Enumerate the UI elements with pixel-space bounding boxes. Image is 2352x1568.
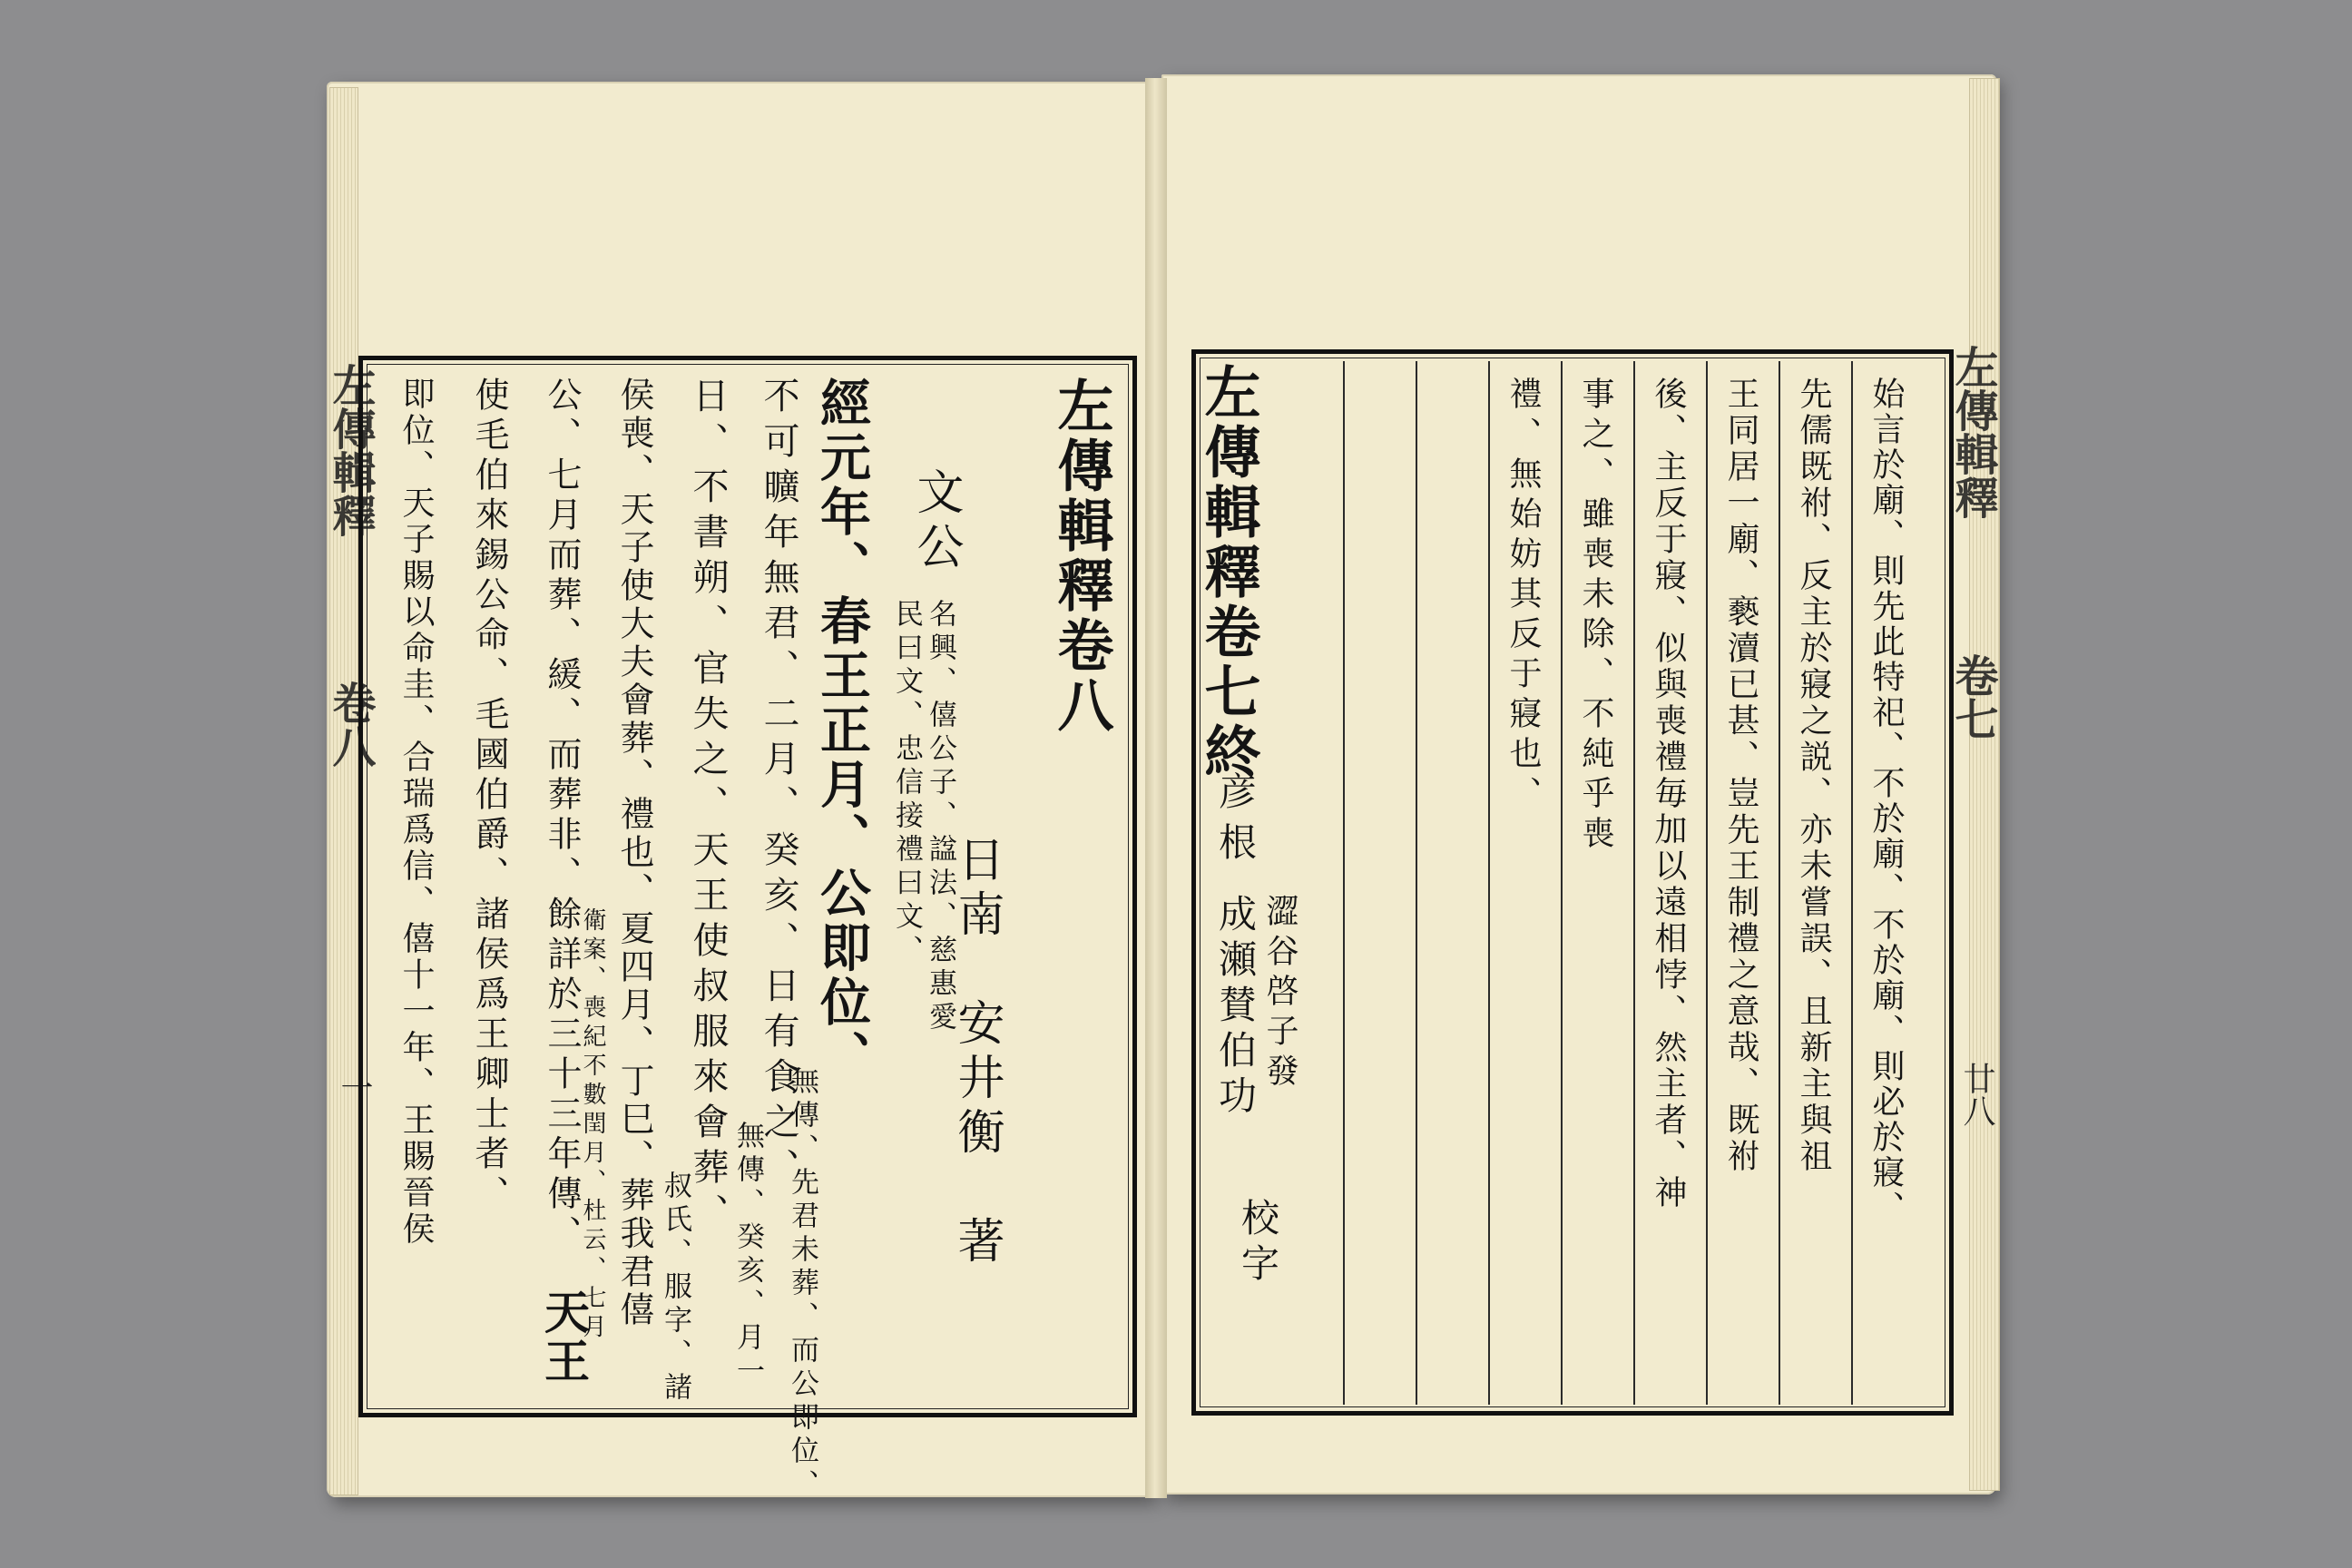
- author-line: 日南 安井衡 著: [949, 835, 1004, 1270]
- left-inline-note-4: 衛案、喪紀不數閏月、杜云、七月: [579, 907, 606, 1343]
- column-rule: [1851, 361, 1853, 1405]
- proofreader-1: 澀谷啓子發: [1261, 894, 1298, 1093]
- right-margin-volume: 卷七: [1947, 653, 1998, 740]
- left-column-6: 使毛伯來錫公命、毛國伯爵、諸侯爲王卿士者、: [469, 377, 509, 1215]
- column-rule: [1343, 361, 1345, 1405]
- left-column-1: 經元年、春王正月、公即位、: [812, 377, 872, 1084]
- column-rule: [1633, 361, 1635, 1405]
- left-column-3: 日、不書朔、官失之、天王使叔服來會葬、: [687, 377, 729, 1239]
- left-margin-title: 左傳輯釋: [325, 363, 376, 537]
- left-inline-note-3: 叔氏、服字、諸: [659, 1171, 691, 1406]
- book-gutter: [1145, 78, 1167, 1498]
- left-inline-note-5: 天王: [537, 1289, 591, 1387]
- left-margin-volume: 卷八: [325, 681, 376, 768]
- chapter-note-1: 名興、僖公子、諡法、慈惠愛: [924, 599, 956, 1035]
- column-rule: [1779, 361, 1780, 1405]
- right-column-4: 後、主反于寢、似與喪禮毎加以遠相悖、然主者、神: [1650, 377, 1687, 1211]
- left-column-5: 公、七月而葬、緩、而葬非、餘詳於三十三年傳、: [542, 377, 582, 1255]
- left-column-4: 侯喪、天子使大夫會葬、禮也、夏四月、丁巳、葬我君僖: [614, 377, 654, 1329]
- chapter-note-2: 民曰文、忠信接禮曰文、: [890, 599, 923, 968]
- right-text-frame: [1191, 349, 1954, 1416]
- column-rule: [1706, 361, 1708, 1405]
- right-end-title: 左傳輯釋卷七終: [1195, 363, 1261, 782]
- left-page-stack-edge: [329, 87, 358, 1495]
- left-margin-page-number: 一: [336, 1071, 373, 1103]
- column-rule: [1561, 361, 1563, 1405]
- right-column-5: 事之、雖喪未除、不純乎喪: [1577, 377, 1614, 856]
- left-inline-note-2: 無傳、癸亥、月一: [731, 1121, 764, 1389]
- right-column-2: 先儒既祔、反主於寢之説、亦未嘗誤、且新主與祖: [1795, 377, 1832, 1175]
- proofreaders-place: 彦根: [1213, 771, 1258, 873]
- left-column-7: 即位、天子賜以命圭、合瑞爲信、僖十一年、王賜晉侯: [397, 377, 435, 1248]
- chapter-heading: 文公: [908, 467, 963, 576]
- right-margin-page-number: 廿八: [1958, 1062, 1995, 1127]
- column-rule: [1488, 361, 1490, 1405]
- right-column-1: 始言於廟、則先此特祀、不於廟、不於廟、則必於寢、: [1867, 377, 1905, 1226]
- column-rule: [1416, 361, 1417, 1405]
- right-column-6: 禮、無始妨其反于寢也、: [1504, 377, 1542, 816]
- proofreader-2: 成瀬賛伯功: [1213, 894, 1258, 1121]
- right-column-3: 王同居一廟、褻瀆已甚、豈先王制禮之意哉、既祔: [1722, 377, 1759, 1175]
- right-page-stack-edge: [1969, 78, 2000, 1491]
- right-margin-title: 左傳輯釋: [1947, 345, 1998, 519]
- proofread-label: 校字: [1236, 1198, 1280, 1289]
- left-column-2: 不可曠年無君、二月、癸亥、日有食之、: [758, 377, 799, 1193]
- left-inline-note-1: 無傳、先君未葬、而公即位、: [786, 1066, 818, 1503]
- left-volume-title: 左傳輯釋卷八: [1048, 377, 1114, 736]
